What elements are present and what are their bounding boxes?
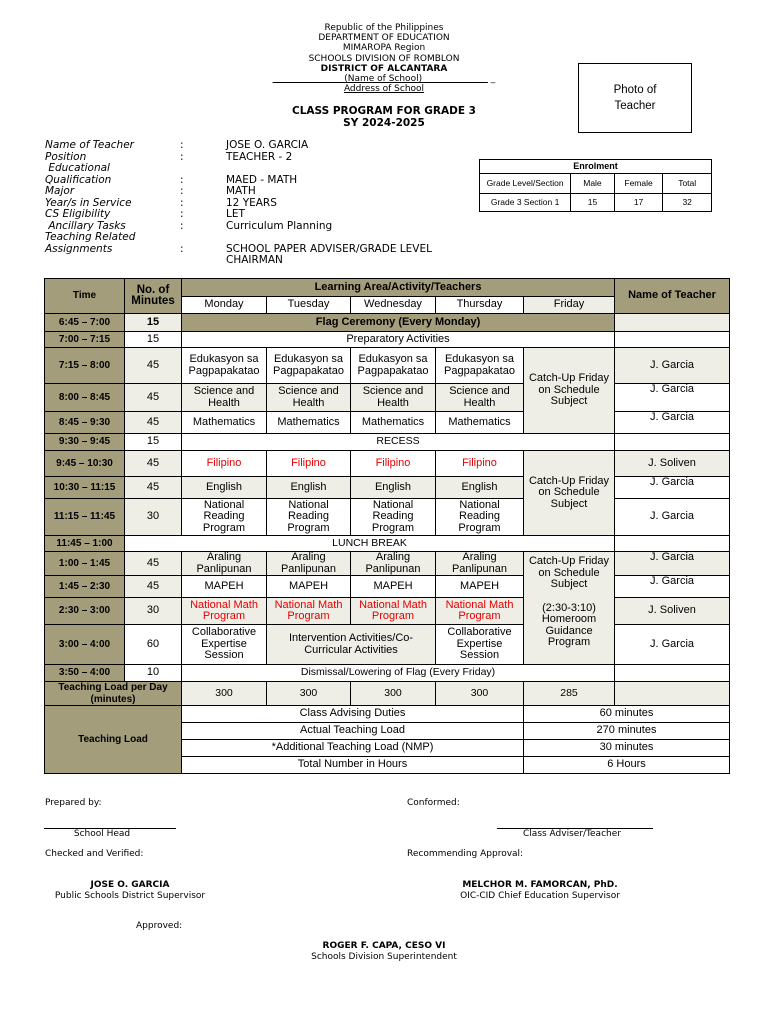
republic-line: Republic of the Philippines <box>324 23 444 33</box>
day-tuesday: Tuesday <box>267 297 351 314</box>
subject-cell: National Reading Program <box>436 499 524 536</box>
load-value: 300 <box>267 682 351 706</box>
subject-cell: National Reading Program <box>182 499 267 536</box>
subject-cell: Collaborative Expertise Session <box>436 625 524 665</box>
psds-title: Public Schools District Supervisor <box>54 891 206 901</box>
enrolment-header: Female <box>614 174 663 194</box>
minutes-cell: 60 <box>125 625 182 665</box>
catch-up-friday-homeroom <box>524 552 615 665</box>
info-label: Position <box>45 150 87 163</box>
teacher-cell <box>615 536 730 552</box>
teaching-load-per-day-label: Teaching Load per Day (minutes) <box>45 682 182 706</box>
time-cell: 9:45 – 10:30 <box>45 451 125 477</box>
enrolment-cell: 15 <box>571 194 615 212</box>
catch-up-text: Catch-Up Friday on Schedule Subject <box>528 555 610 590</box>
minutes-cell: 45 <box>125 412 182 434</box>
info-label: Assignments <box>45 242 113 255</box>
flag-ceremony: Flag Ceremony (Every Monday) <box>182 314 615 332</box>
enrolment-header: Total <box>663 174 712 194</box>
minutes-cell: 45 <box>125 477 182 499</box>
subject-cell: National Reading Program <box>351 499 436 536</box>
subject-cell: English <box>351 477 436 499</box>
time-cell: 1:00 – 1:45 <box>45 552 125 576</box>
time-header: Time <box>45 279 125 314</box>
psds-name: JOSE O. GARCIA <box>90 880 170 890</box>
info-value: SCHOOL PAPER ADVISER/GRADE LEVEL CHAIRMAN <box>226 242 432 267</box>
class-adviser-label: Class Adviser/Teacher <box>523 829 621 839</box>
school-address: Address of School <box>343 84 425 95</box>
teacher-cell <box>615 332 730 348</box>
teacher-info <box>0 140 480 270</box>
title-line-1: CLASS PROGRAM FOR GRADE 3 <box>292 105 476 117</box>
info-label: Year/s in Service <box>45 196 132 209</box>
time-cell: 3:00 – 4:00 <box>45 625 125 665</box>
load-item: *Additional Teaching Load (NMP) <box>182 740 524 757</box>
info-label: Ancillary Tasks <box>45 219 126 232</box>
info-value: Curriculum Planning <box>226 219 333 232</box>
time-cell: 3:50 – 4:00 <box>45 665 125 682</box>
minutes-cell: 15 <box>125 434 182 451</box>
load-item: Actual Teaching Load <box>182 723 524 740</box>
subject-cell: Mathematics <box>351 412 436 434</box>
subject-cell: MAPEH <box>436 576 524 598</box>
approved-label: Approved: <box>136 921 183 931</box>
info-value: MATH <box>226 185 256 197</box>
teacher-cell: J. Soliven <box>615 451 730 477</box>
time-cell: 11:15 – 11:45 <box>45 499 125 536</box>
teacher-header: Name of Teacher <box>615 279 730 314</box>
teacher-cell <box>615 682 730 706</box>
subject-cell: Edukasyon sa Pagpapakatao <box>267 348 351 384</box>
load-amount: 60 minutes <box>524 706 730 723</box>
info-row <box>0 244 480 268</box>
minutes-header: No. of Minutes <box>125 279 182 314</box>
info-colon: : <box>180 196 184 209</box>
minutes-cell: 15 <box>125 332 182 348</box>
psds-signatory <box>45 880 215 902</box>
info-colon: : <box>180 242 184 255</box>
teacher-cell: J. Garcia <box>615 499 730 536</box>
enrolment-header: Male <box>571 174 615 194</box>
teacher-cell: J. Garcia <box>615 625 730 665</box>
homeroom-guidance: (2:30-3:10) Homeroom Guidance Program <box>541 601 597 648</box>
load-amount: 6 Hours <box>524 757 730 774</box>
load-amount: 30 minutes <box>524 740 730 757</box>
sds-name: ROGER F. CAPA, CESO VI <box>322 941 446 951</box>
department-line: DEPARTMENT OF EDUCATION <box>318 33 450 44</box>
time-cell: 6:45 – 7:00 <box>45 314 125 332</box>
dismissal: Dismissal/Lowering of Flag (Every Friday) <box>182 665 615 682</box>
load-value: 300 <box>436 682 524 706</box>
teaching-load-label: Teaching Load <box>45 706 182 774</box>
subject-cell: Filipino <box>351 451 436 477</box>
teacher-cell: J. Garcia <box>615 552 730 576</box>
day-monday: Monday <box>182 297 267 314</box>
minutes-cell: 45 <box>125 384 182 412</box>
time-cell: 8:45 – 9:30 <box>45 412 125 434</box>
minutes-cell: 30 <box>125 598 182 625</box>
minutes-cell: 15 <box>125 314 182 332</box>
info-colon: : <box>180 139 184 151</box>
minutes-cell: 45 <box>125 552 182 576</box>
info-label: Teaching Related <box>45 231 136 243</box>
ces-signatory <box>430 880 650 902</box>
info-colon: : <box>180 150 184 163</box>
ces-name: MELCHOR M. FAMORCAN, PhD. <box>462 880 618 890</box>
subject-cell: Araling Panlipunan <box>436 552 524 576</box>
subject-cell: Science and Health <box>182 384 267 412</box>
minutes-cell: 30 <box>125 499 182 536</box>
conformed-label: Conformed: <box>407 798 460 808</box>
time-cell: 2:30 – 3:00 <box>45 598 125 625</box>
info-value: 12 YEARS <box>226 196 277 209</box>
title-line-2: SY 2024-2025 <box>343 117 425 129</box>
subject-cell: Mathematics <box>436 412 524 434</box>
subject-cell: Edukasyon sa Pagpapakatao <box>436 348 524 384</box>
teacher-cell: J. Garcia <box>615 576 730 598</box>
load-value: 300 <box>182 682 267 706</box>
district-line: DISTRICT OF ALCANTARA <box>320 63 448 74</box>
catch-up-friday: Catch-Up Friday on Schedule Subject <box>524 348 615 434</box>
day-friday: Friday <box>524 297 615 314</box>
division-line: SCHOOLS DIVISION OF ROMBLON <box>308 53 460 64</box>
subject-cell: National Math Program <box>351 598 436 625</box>
subject-cell: National Math Program <box>182 598 267 625</box>
subject-cell: Mathematics <box>267 412 351 434</box>
photo-label: Photo of Teacher <box>613 84 657 112</box>
subject-cell: National Math Program <box>436 598 524 625</box>
class-schedule-table <box>44 278 730 774</box>
info-label: Name of Teacher <box>45 139 134 151</box>
enrolment-cell: Grade 3 Section 1 <box>480 194 571 212</box>
info-label: CS Eligibility <box>45 208 111 220</box>
info-colon: : <box>180 208 184 220</box>
minutes-cell: 45 <box>125 576 182 598</box>
teacher-cell: J. Garcia <box>615 384 730 412</box>
info-label: Qualification <box>45 173 112 186</box>
day-wednesday: Wednesday <box>351 297 436 314</box>
teacher-cell <box>615 434 730 451</box>
load-amount: 270 minutes <box>524 723 730 740</box>
load-value: 285 <box>524 682 615 706</box>
subject-cell: Science and Health <box>351 384 436 412</box>
enrolment-header: Grade Level/Section <box>480 174 571 194</box>
subject-cell: MAPEH <box>182 576 267 598</box>
subject-cell: Science and Health <box>436 384 524 412</box>
teacher-cell: J. Garcia <box>615 348 730 384</box>
time-cell: 11:45 – 1:00 <box>45 536 125 552</box>
enrolment-cell: 17 <box>614 194 663 212</box>
info-label: Major <box>45 185 75 197</box>
recess: RECESS <box>182 434 615 451</box>
catch-up-friday: Catch-Up Friday on Schedule Subject <box>524 451 615 536</box>
subject-cell: Collaborative Expertise Session <box>182 625 267 665</box>
day-thursday: Thursday <box>436 297 524 314</box>
preparatory-activities: Preparatory Activities <box>182 332 615 348</box>
info-colon: : <box>180 173 184 186</box>
subject-cell: Araling Panlipunan <box>182 552 267 576</box>
subject-cell: English <box>436 477 524 499</box>
subject-cell: Araling Panlipunan <box>267 552 351 576</box>
time-cell: 7:15 – 8:00 <box>45 348 125 384</box>
sds-title: Schools Division Superintendent <box>311 952 457 962</box>
subject-cell: Filipino <box>267 451 351 477</box>
lunch-break: LUNCH BREAK <box>125 536 615 552</box>
enrolment-cell: 32 <box>663 194 712 212</box>
subject-cell: English <box>267 477 351 499</box>
info-colon: : <box>180 219 184 232</box>
recommending-label: Recommending Approval: <box>407 849 524 859</box>
time-cell: 1:45 – 2:30 <box>45 576 125 598</box>
subject-cell: National Math Program <box>267 598 351 625</box>
teacher-cell: J. Garcia <box>615 412 730 434</box>
page-title <box>0 105 768 129</box>
load-item: Total Number in Hours <box>182 757 524 774</box>
time-cell: 9:30 – 9:45 <box>45 434 125 451</box>
teacher-cell <box>615 314 730 332</box>
subject-cell: Edukasyon sa Pagpapakatao <box>182 348 267 384</box>
learning-area-header: Learning Area/Activity/Teachers <box>182 279 615 297</box>
ces-title: OIC-CID Chief Education Supervisor <box>460 891 620 901</box>
intervention-activities: Intervention Activities/Co-Curricular Activities <box>267 625 436 665</box>
time-cell: 7:00 – 7:15 <box>45 332 125 348</box>
checked-label: Checked and Verified: <box>45 849 144 859</box>
sds-signatory <box>284 941 484 963</box>
load-value: 300 <box>351 682 436 706</box>
school-name: (Name of School) <box>344 74 423 85</box>
subject-cell: MAPEH <box>267 576 351 598</box>
subject-cell: Mathematics <box>182 412 267 434</box>
load-item: Class Advising Duties <box>182 706 524 723</box>
subject-cell: Edukasyon sa Pagpapakatao <box>351 348 436 384</box>
subject-cell: MAPEH <box>351 576 436 598</box>
teacher-cell <box>615 665 730 682</box>
info-value: TEACHER - 2 <box>226 150 293 163</box>
enrolment-title: Enrolment <box>480 160 712 174</box>
time-cell: 10:30 – 11:15 <box>45 477 125 499</box>
subject-cell: Araling Panlipunan <box>351 552 436 576</box>
subject-cell: National Reading Program <box>267 499 351 536</box>
region-line: MIMAROPA Region <box>342 43 426 54</box>
minutes-cell: 10 <box>125 665 182 682</box>
subject-cell: Science and Health <box>267 384 351 412</box>
subject-cell: Filipino <box>182 451 267 477</box>
teacher-cell: J. Garcia <box>615 477 730 499</box>
info-value: LET <box>226 208 245 220</box>
subject-cell: Filipino <box>436 451 524 477</box>
school-name-trailer: _ <box>490 74 496 85</box>
minutes-cell: 45 <box>125 451 182 477</box>
enrolment-table <box>479 159 712 212</box>
subject-cell: English <box>182 477 267 499</box>
minutes-cell: 45 <box>125 348 182 384</box>
school-head-label: School Head <box>73 829 131 839</box>
prepared-by-label: Prepared by: <box>45 798 102 808</box>
info-label: Educational <box>45 162 110 174</box>
info-colon: : <box>180 185 184 197</box>
teacher-cell: J. Soliven <box>615 598 730 625</box>
time-cell: 8:00 – 8:45 <box>45 384 125 412</box>
info-value: JOSE O. GARCIA <box>226 139 309 151</box>
info-value: MAED - MATH <box>226 173 298 186</box>
